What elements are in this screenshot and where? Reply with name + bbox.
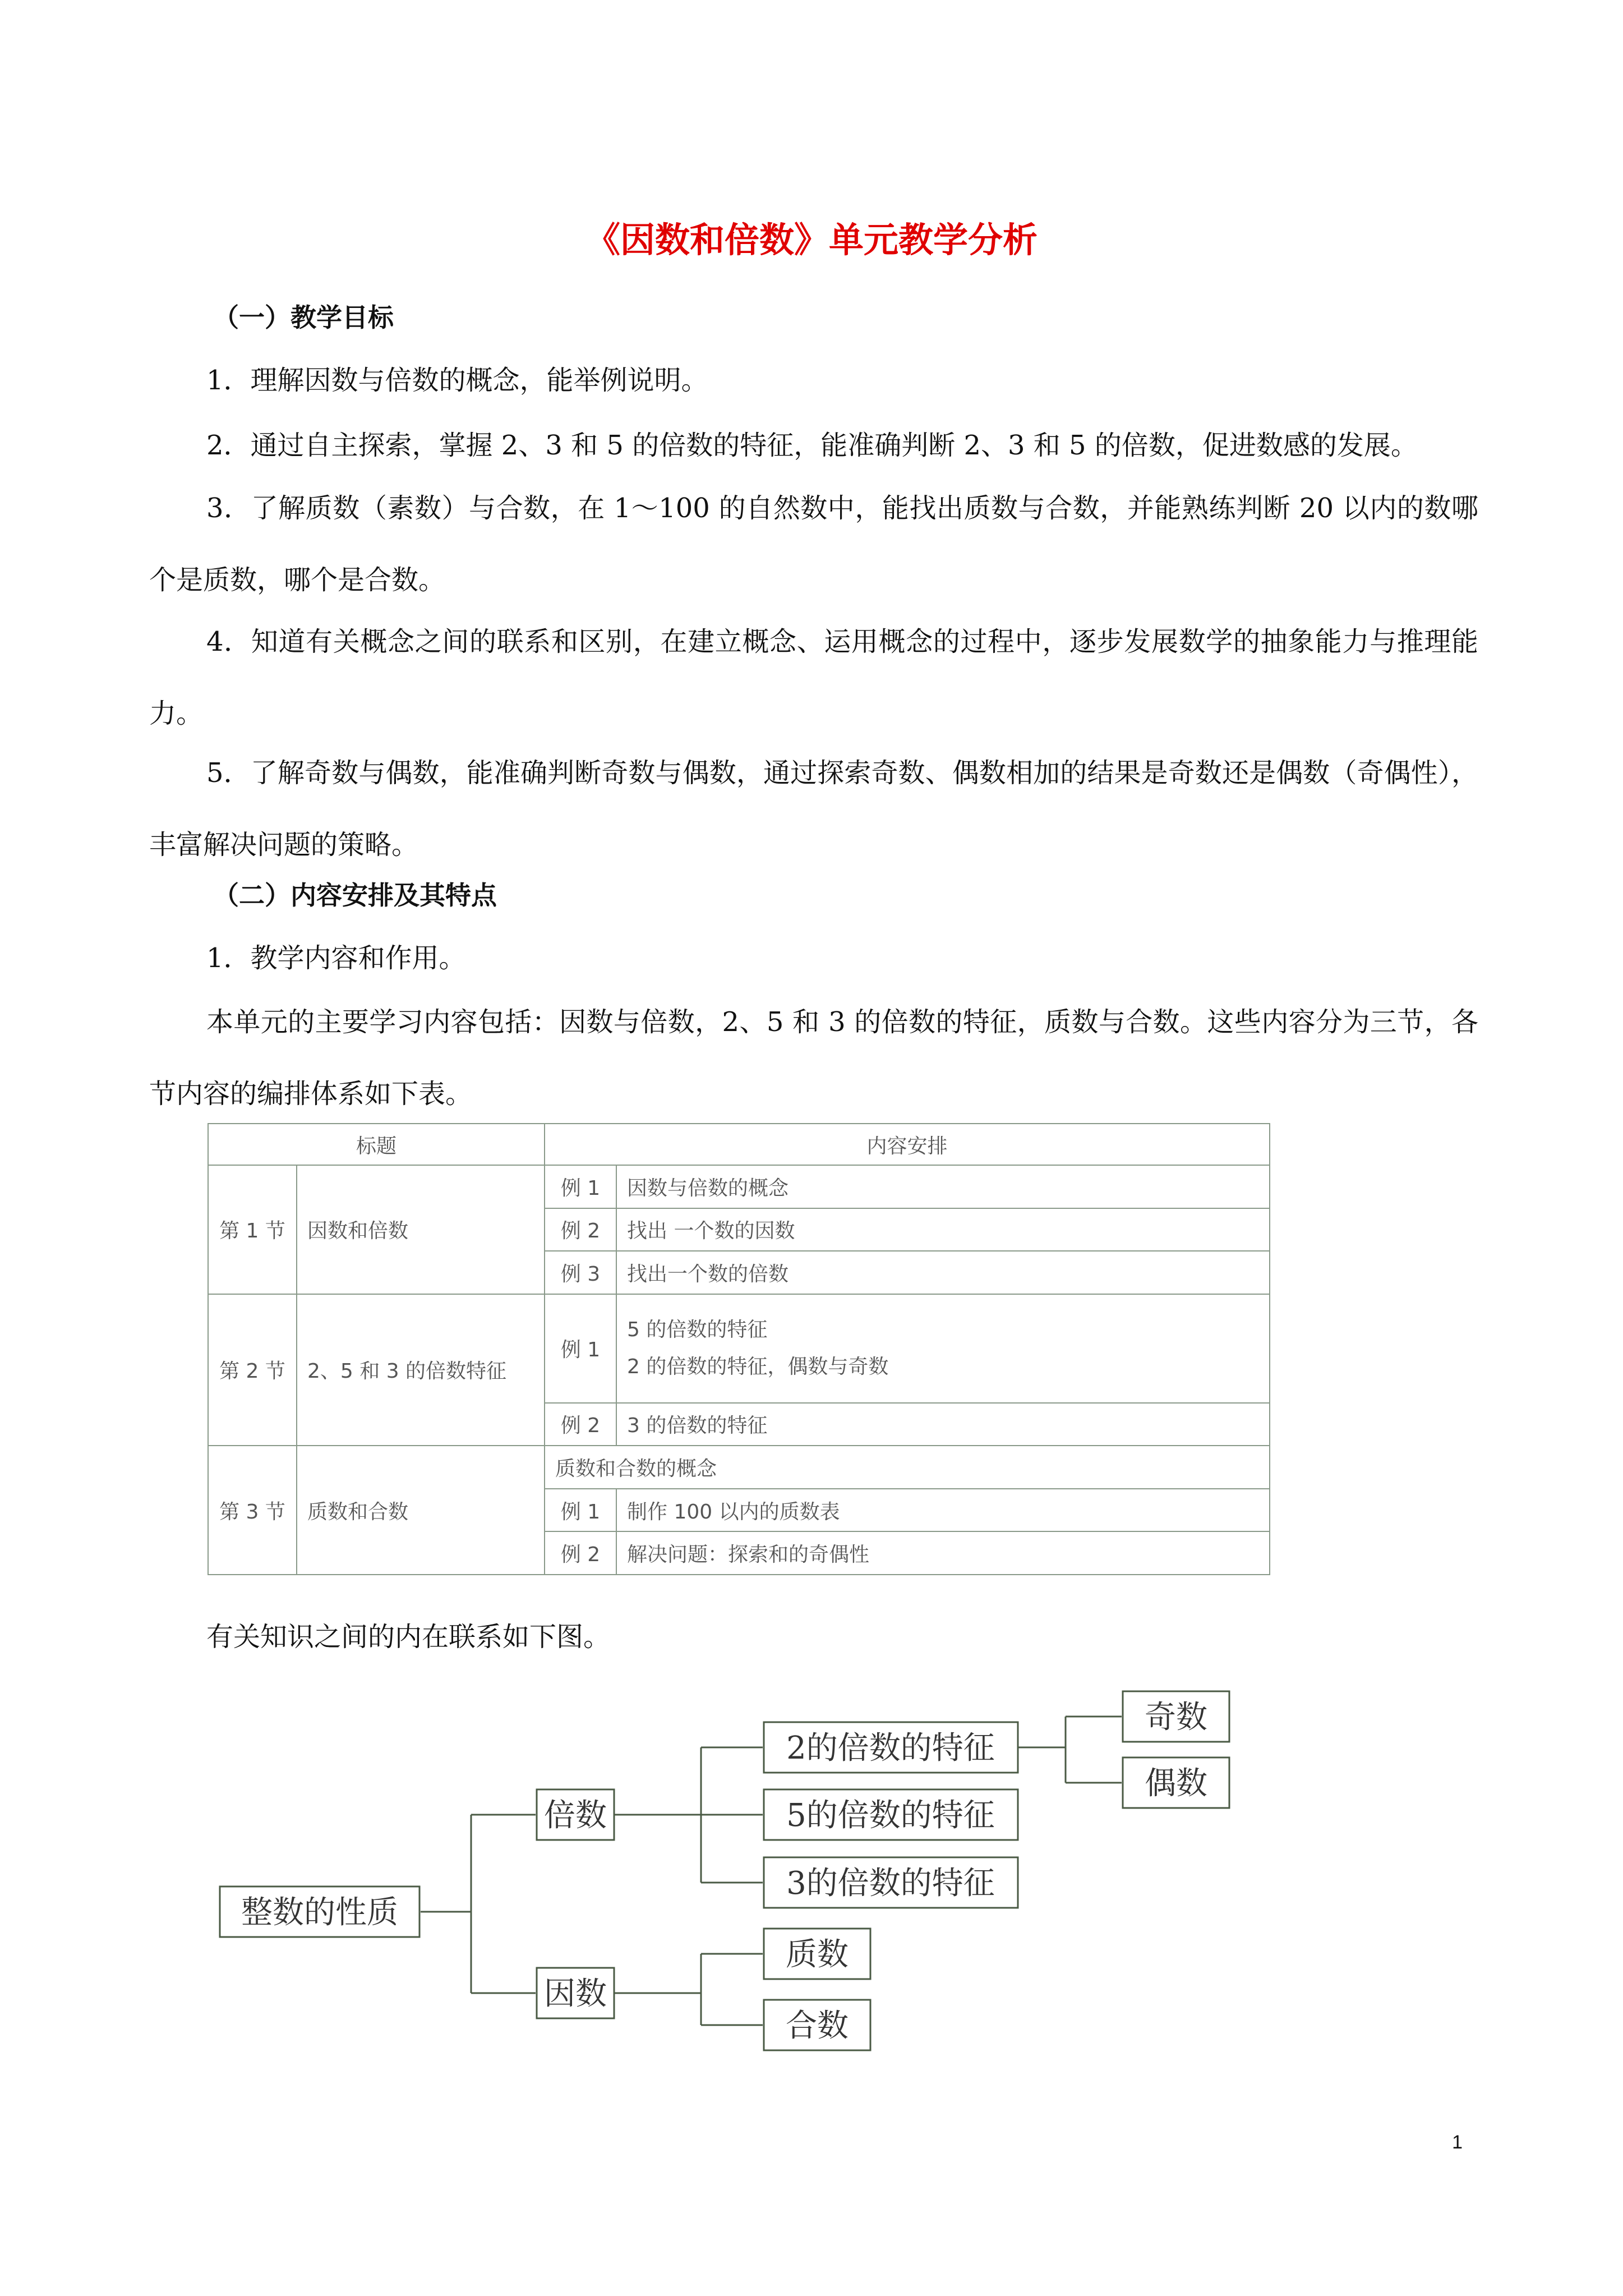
goal-item-1: 1．理解因数与倍数的概念，能举例说明。	[206, 365, 708, 396]
section-heading-content: （二）内容安排及其特点	[213, 880, 497, 910]
example-label: 例 1	[545, 1294, 616, 1403]
knowledge-structure-diagram	[208, 1672, 1251, 2064]
section-label: 第 3 节	[208, 1446, 297, 1575]
table-header-title: 标题	[208, 1124, 545, 1165]
example-content: 3 的倍数的特征	[616, 1403, 1270, 1446]
node-odd: 奇数	[1145, 1699, 1207, 1736]
example-label: 例 3	[545, 1251, 616, 1294]
table-header-row	[208, 1124, 1270, 1165]
node-multiple: 倍数	[544, 1797, 607, 1834]
example-content: 找出 一个数的因数	[616, 1208, 1270, 1251]
example-label: 例 2	[545, 1208, 616, 1251]
example-content: 质数和合数的概念	[545, 1446, 1270, 1489]
section-label: 第 2 节	[208, 1294, 297, 1446]
document-title: 《因数和倍数》单元教学分析	[585, 219, 1038, 260]
section-title: 2、5 和 3 的倍数特征	[297, 1294, 545, 1446]
node-multiple-of-3: 3的倍数的特征	[786, 1865, 995, 1902]
table-row	[208, 1446, 1270, 1489]
section-title: 因数和倍数	[297, 1165, 545, 1294]
node-prime: 质数	[786, 1936, 849, 1973]
example-label: 例 1	[545, 1489, 616, 1532]
section-label: 第 1 节	[208, 1165, 297, 1294]
example-content	[616, 1294, 1270, 1403]
example-label: 例 1	[545, 1165, 616, 1208]
example-line: 2 的倍数的特征，偶数与奇数	[627, 1355, 889, 1378]
node-multiple-of-5: 5的倍数的特征	[786, 1797, 995, 1834]
goal-item-4: 4．知道有关概念之间的联系和区别，在建立概念、运用概念的过程中，逐步发展数学的抽象能力与推理能力。	[149, 626, 1478, 729]
example-content: 解决问题：探索和的奇偶性	[616, 1531, 1270, 1575]
page-number: 1	[1452, 2132, 1463, 2153]
content-paragraph: 本单元的主要学习内容包括：因数与倍数，2、5 和 3 的倍数的特征，质数与合数。这些内容分为三节，各节内容的编排体系如下表。	[149, 1006, 1478, 1110]
table-header-content: 内容安排	[545, 1124, 1270, 1165]
example-content: 制作 100 以内的质数表	[616, 1489, 1270, 1532]
example-content: 因数与倍数的概念	[616, 1165, 1270, 1208]
diagram-intro: 有关知识之间的内在联系如下图。	[206, 1621, 611, 1653]
section-title: 质数和合数	[297, 1446, 545, 1575]
table-row	[208, 1294, 1270, 1403]
goal-item-5: 5．了解奇数与偶数，能准确判断奇数与偶数，通过探索奇数、偶数相加的结果是奇数还是偶数（奇偶性），丰富解决问题的策略。	[149, 757, 1478, 861]
table-row	[208, 1165, 1270, 1208]
example-label: 例 2	[545, 1403, 616, 1446]
node-factor: 因数	[544, 1976, 607, 2012]
example-content: 找出一个数的倍数	[616, 1251, 1270, 1294]
example-line: 5 的倍数的特征	[627, 1318, 768, 1341]
node-multiple-of-2: 2的倍数的特征	[786, 1730, 995, 1766]
goal-item-2: 2．通过自主探索，掌握 2、3 和 5 的倍数的特征，能准确判断 2、3 和 5 的倍数，促进数感的发展。	[206, 430, 1418, 461]
section-heading-goals: （一）教学目标	[213, 302, 394, 333]
example-label: 例 2	[545, 1531, 616, 1575]
node-composite: 合数	[786, 2008, 849, 2044]
content-arrangement-table	[208, 1123, 1270, 1575]
node-integer-properties: 整数的性质	[241, 1894, 398, 1931]
goal-item-3: 3．了解质数（素数）与合数，在 1～100 的自然数中，能找出质数与合数，并能熟练判断 20 以内的数哪个是质数，哪个是合数。	[149, 493, 1478, 596]
content-subheading: 1．教学内容和作用。	[206, 942, 466, 974]
node-even: 偶数	[1145, 1765, 1207, 1802]
